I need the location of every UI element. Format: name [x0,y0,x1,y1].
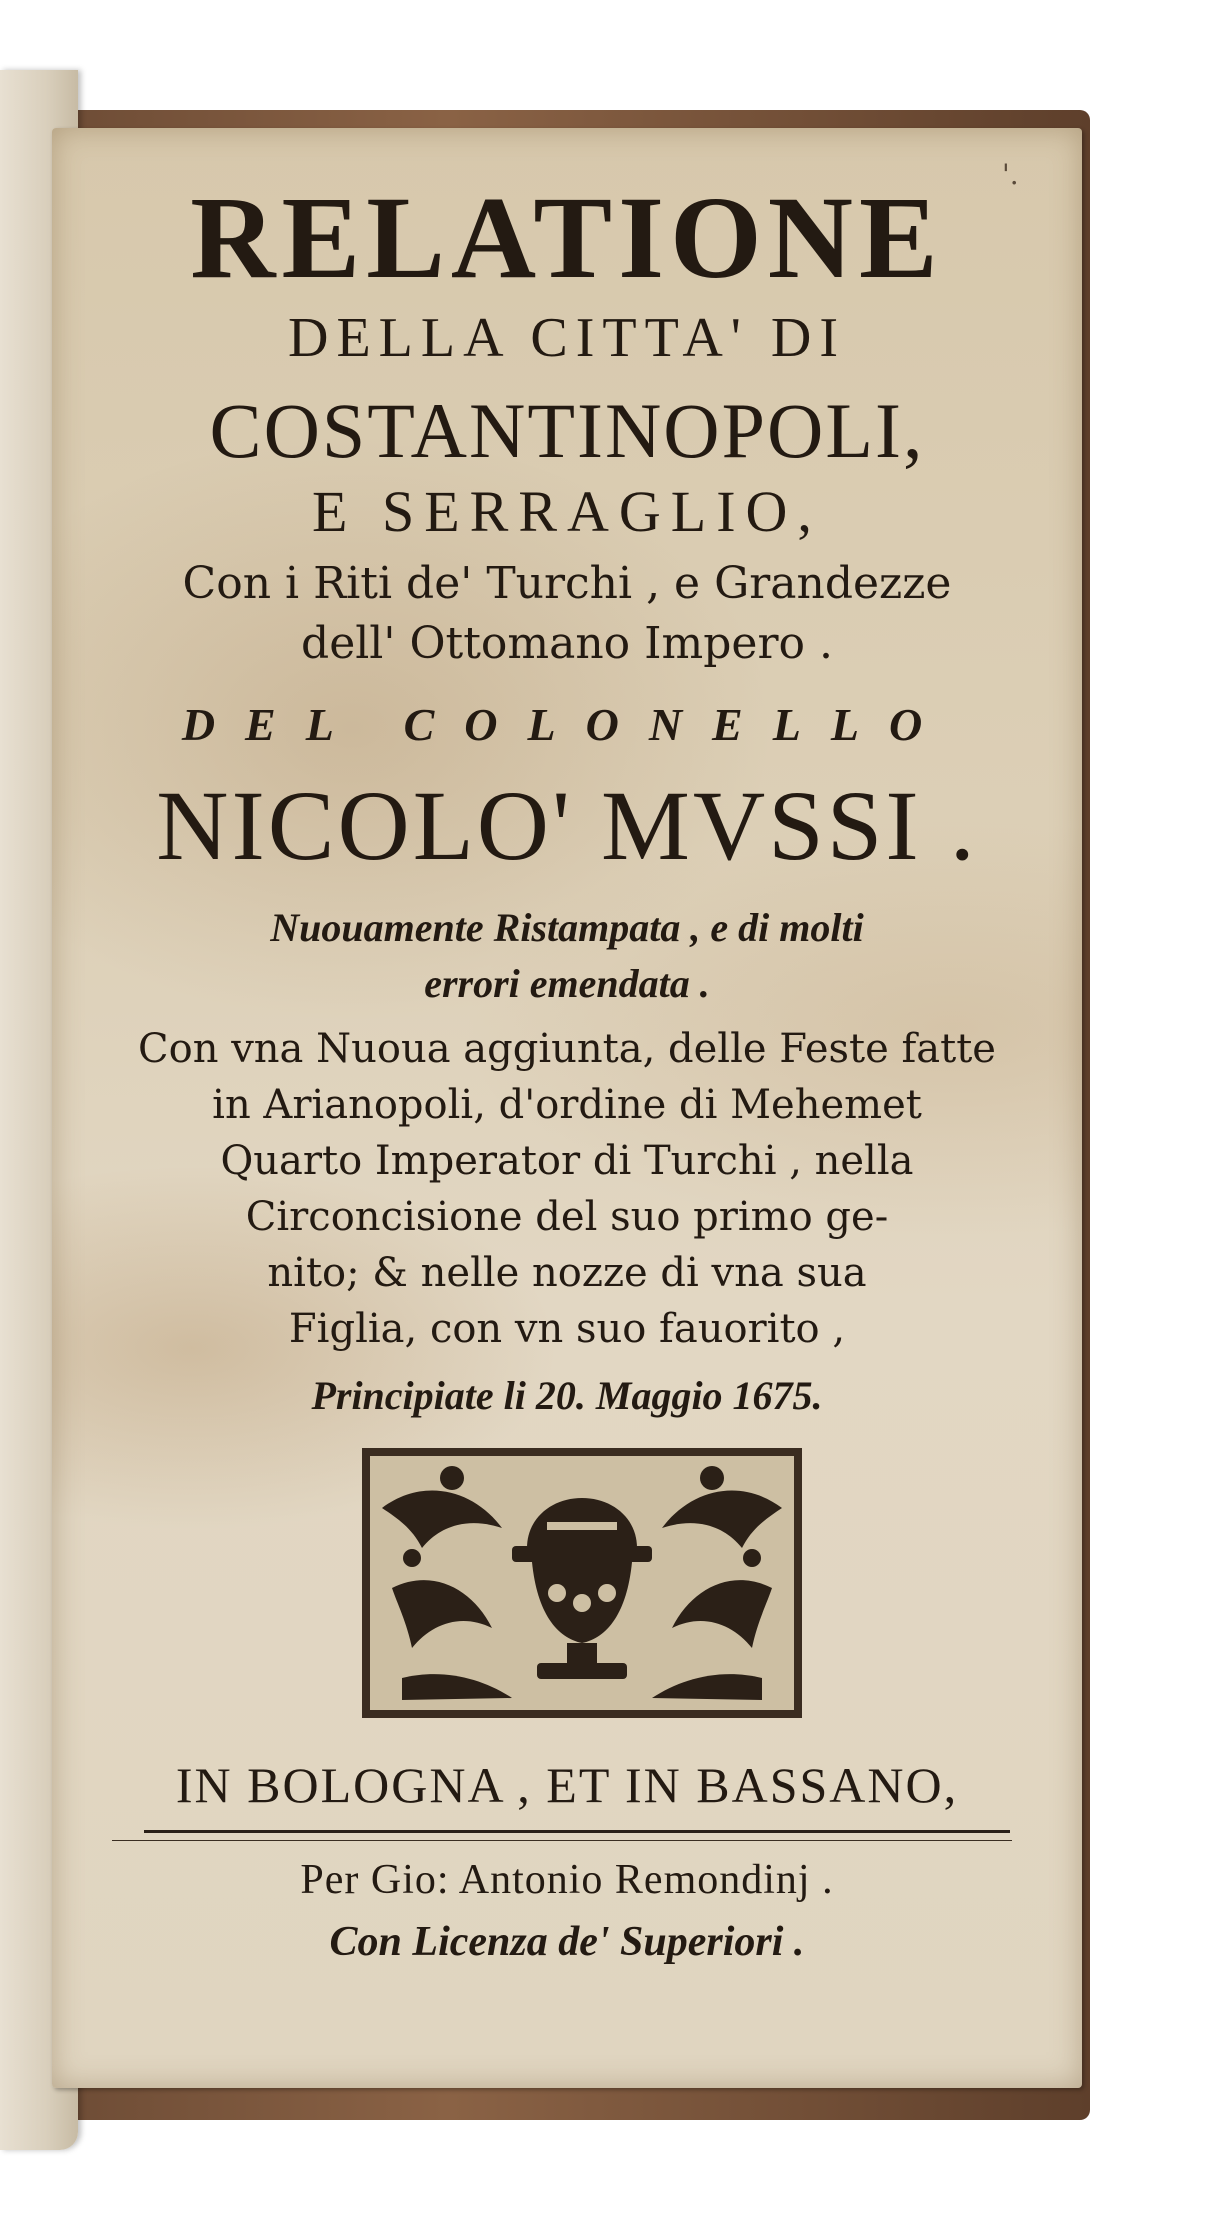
addition-line: Circoncisione del suo primo ge- [245,1194,889,1240]
subtitle-line-4: Con i Riti de' Turchi , e Grandezze [182,558,952,609]
subtitle-line-5: dell' Ottomano Impero . [301,618,833,669]
pencil-mark: '. [1002,158,1019,191]
addition-line: nito; & nelle nozze di vna sua [267,1250,867,1296]
subtitle-line-1: DELLA CITTA' DI [288,307,846,369]
book-title: RELATIONE [190,172,944,303]
edition-line-1: Nuouamente Ristampata , e di molti [270,905,864,950]
addition-line: in Arianopoli, d'ordine di Mehemet [212,1082,922,1128]
imprint-rule-thin [112,1840,1012,1841]
imprint-place: IN BOLOGNA , ET IN BASSANO, [175,1757,959,1813]
date-line: Principiate li 20. Maggio 1675. [311,1373,823,1418]
imprint-license: Con Licenza de' Superiori . [329,1919,805,1965]
addition-line: Con vna Nuoua aggiunta, delle Feste fatte [138,1026,996,1072]
imprint-rule [144,1830,1010,1833]
subtitle-line-2: COSTANTINOPOLI, [209,387,925,474]
subtitle-line-3: E SERRAGLIO, [312,479,822,544]
author-prefix: DEL COLONELLO [181,699,953,750]
author-name: NICOLO' MVSSI . [156,770,978,881]
title-page [52,128,1082,2088]
woodcut-vase-ornament [352,1438,812,1728]
addition-line: Quarto Imperator di Turchi , nella [220,1138,914,1184]
addition-line: Figlia, con vn suo fauorito , [288,1306,846,1352]
edition-line-2: errori emendata . [424,961,710,1006]
imprint-printer: Per Gio: Antonio Remondinj . [300,1857,834,1903]
